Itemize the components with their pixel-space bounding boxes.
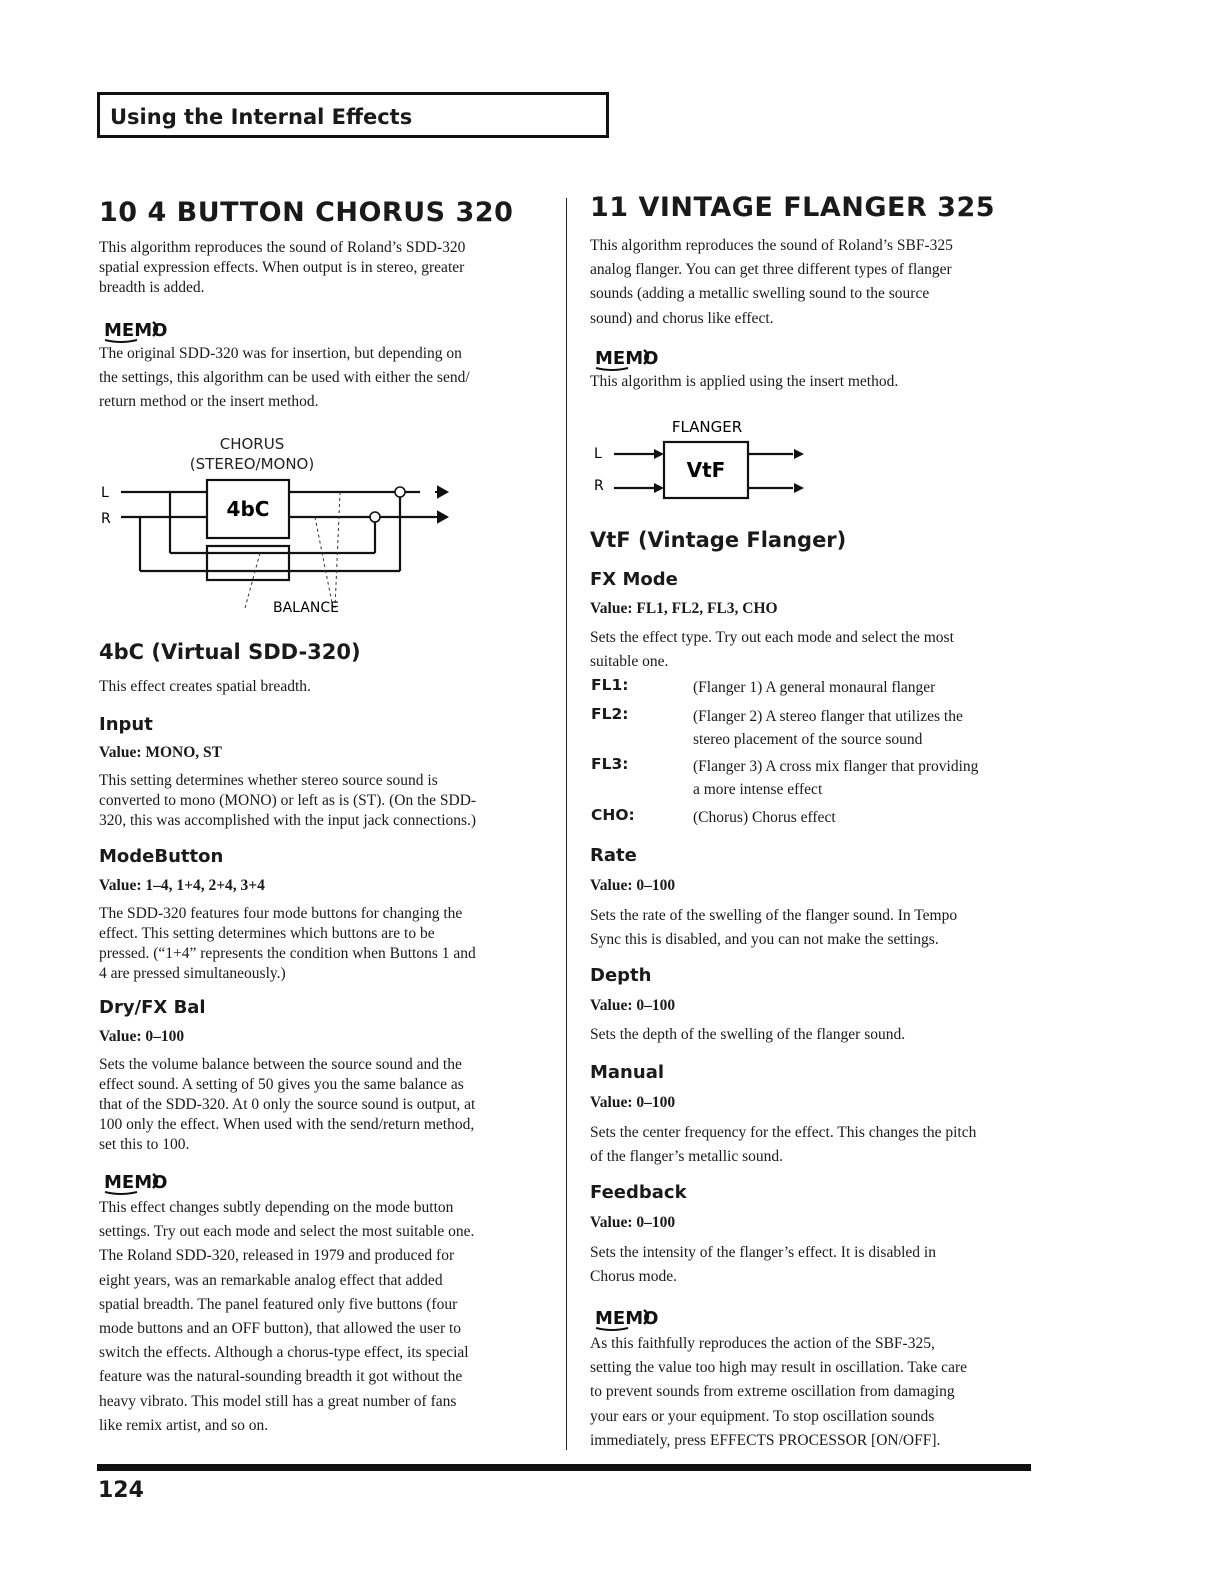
fxmode-list [590,676,1030,835]
flanger-intro [590,234,1030,331]
text-line: This algorithm reproduces the sound of Roland’s SBF-325 [590,237,953,254]
feedback-desc [590,1241,1030,1289]
text-line: effect sound. A setting of 50 gives you the same balance as [99,1076,464,1093]
flanger-block-label: VtF [686,458,726,482]
text-line: converted to mono (MONO) or left as is (ST). (On the SDD- [99,792,477,809]
page-number: 124 [98,1478,144,1503]
feedback-title: Feedback [590,1182,687,1203]
balance-label: BALANCE [273,600,339,616]
text-line: Sets the center frequency for the effect. This changes the pitch [590,1124,977,1141]
mode-desc: (Flanger 1) A general monaural flanger [693,679,936,696]
text-line: The original SDD-320 was for insertion, but depending on [99,345,462,362]
manual-desc [590,1121,1030,1169]
text-line: Sets the intensity of the flanger’s effect. It is disabled in [590,1244,936,1261]
mode-desc: (Flanger 3) A cross mix flanger that providing [693,758,979,775]
text-line: Sets the effect type. Try out each mode and select the most [590,629,954,646]
diagram-title: FLANGER [671,418,743,436]
input-title: Input [99,714,153,735]
text-line: set this to 100. [99,1136,190,1153]
input-r-label: R [101,511,111,527]
text-line: your ears or your equipment. To stop oscillation sounds [590,1407,935,1425]
input-l-label: L [594,446,602,462]
text-line: of the flanger’s metallic sound. [590,1148,783,1166]
memo-icon [101,1168,171,1196]
text-line: immediately, press EFFECTS PROCESSOR [ON/OFF]. [590,1431,941,1449]
text-line: return method or the insert method. [99,393,319,411]
text-line: that of the SDD-320. At 0 only the source sound is output, at [99,1096,476,1113]
mode-key: CHO: [591,806,635,824]
text-line: Sync this is disabled, and you can not make the settings. [590,931,939,949]
feedback-value: Value: 0–100 [590,1214,676,1231]
svg-text:MEMO: MEMO [595,348,659,369]
depth-desc: Sets the depth of the swelling of the flanger sound. [590,1026,906,1043]
memo-icon [101,316,171,344]
text-line: sound) and chorus like effect. [590,309,774,327]
chorus-diagram [95,428,455,623]
memo-icon [592,1304,662,1332]
chorus-block-label: 4bC [226,497,270,521]
text-line: The Roland SDD-320, released in 1979 and produced for [99,1247,455,1265]
text-line: eight years, was an remarkable analog effect that added [99,1271,443,1289]
mode-key: FL3: [591,755,629,773]
input-desc [99,771,549,831]
rate-value: Value: 0–100 [590,877,676,894]
text-line: 320, this was accomplished with the input jack connections.) [99,812,477,829]
memo-icon [592,344,662,372]
diagram-title: CHORUS [219,435,285,453]
text-line: pressed. (“1+4” represents the condition when Buttons 1 and [99,945,476,962]
drybal-value: Value: 0–100 [99,1028,185,1045]
text-line: Sets the volume balance between the source sound and the [99,1056,462,1073]
text-line: settings. Try out each mode and select the most suitable one. [99,1223,475,1241]
text-line: mode buttons and an OFF button), that allowed the user to [99,1320,462,1338]
list-item [590,806,1030,835]
section-header [97,92,609,138]
text-line: The SDD-320 features four mode buttons for changing the [99,905,463,922]
effect-title-vtf: VtF (Vintage Flanger) [590,528,847,552]
input-value: Value: MONO, ST [99,744,223,761]
text-line: This setting determines whether stereo source sound is [99,772,438,789]
mode-key: FL1: [591,676,629,694]
modebutton-desc [99,904,549,984]
flanger-heading: 11 VINTAGE FLANGER 325 [590,192,996,223]
manual-title: Manual [590,1062,665,1083]
text-line: sounds (adding a metallic swelling sound to the source [590,285,930,303]
depth-value: Value: 0–100 [590,997,676,1014]
fxmode-desc [590,626,1030,674]
depth-title: Depth [590,965,652,986]
modebutton-title: ModeButton [99,846,224,867]
mode-desc: a more intense effect [693,781,823,798]
text-line: breadth is added. [99,279,205,296]
mode-desc: stereo placement of the source sound [693,731,923,748]
svg-text:MEMO: MEMO [104,320,168,341]
manual-value: Value: 0–100 [590,1094,676,1111]
text-line: This effect changes subtly depending on the mode button [99,1199,454,1216]
svg-text:MEMO: MEMO [595,1308,659,1329]
section-header-title: Using the Internal Effects [110,105,413,129]
fxmode-value: Value: FL1, FL2, FL3, CHO [590,600,778,617]
rate-title: Rate [590,845,637,866]
drybal-desc [99,1055,549,1155]
effect-title-4bc: 4bC (Virtual SDD-320) [99,640,361,664]
text-line: Sets the rate of the swelling of the flanger sound. In Tempo [590,907,958,924]
text-line: setting the value too high may result in oscillation. Take care [590,1359,967,1377]
fxmode-title: FX Mode [590,569,678,590]
diagram-subtitle: (STEREO/MONO) [189,455,315,473]
svg-text:MEMO: MEMO [104,1172,168,1193]
flanger-diagram [588,412,818,502]
footer-rule [97,1464,1031,1471]
text-line: the settings, this algorithm can be used with either the send/ [99,369,470,387]
text-line: analog flanger. You can get three different types of flanger [590,261,952,279]
text-line: feature was the natural-sounding breadth it got without the [99,1368,463,1386]
drybal-title: Dry/FX Bal [99,997,206,1018]
input-r-label: R [594,478,604,494]
text-line: spatial breadth. The panel featured only five buttons (four [99,1295,458,1313]
effect-desc-4bc: This effect creates spatial breadth. [99,678,311,695]
text-line: 4 are pressed simultaneously.) [99,965,286,982]
text-line: heavy vibrato. This model still has a great number of fans [99,1392,457,1410]
list-item [590,676,1030,705]
text-line: Chorus mode. [590,1268,677,1286]
text-line: suitable one. [590,653,669,671]
text-line: like remix artist, and so on. [99,1416,269,1434]
mode-desc: (Flanger 2) A stereo flanger that utilizes the [693,708,963,725]
text-line: As this faithfully reproduces the action of the SBF-325, [590,1335,935,1352]
mode-desc: (Chorus) Chorus effect [693,809,836,826]
flanger-memo2 [590,1332,1030,1453]
text-line: This algorithm reproduces the sound of Roland’s SDD-320 [99,239,466,256]
rate-desc [590,904,1030,952]
chorus-intro [99,238,549,298]
input-l-label: L [101,485,109,501]
list-item [590,705,1030,755]
text-line: switch the effects. Although a chorus-type effect, its special [99,1344,469,1362]
list-item [590,755,1030,806]
chorus-memo1 [99,342,549,415]
text-line: spatial expression effects. When output is in stereo, greater [99,259,465,276]
modebutton-value: Value: 1–4, 1+4, 2+4, 3+4 [99,877,265,894]
text-line: effect. This setting determines which buttons are to be [99,925,435,942]
column-divider [566,198,567,1450]
chorus-heading: 10 4 BUTTON CHORUS 320 [99,197,514,228]
flanger-memo1: This algorithm is applied using the insert method. [590,373,899,390]
chorus-memo2 [99,1196,549,1438]
mode-key: FL2: [591,705,629,723]
text-line: 100 only the effect. When used with the send/return method, [99,1116,475,1133]
text-line: to prevent sounds from extreme oscillation from damaging [590,1383,955,1401]
